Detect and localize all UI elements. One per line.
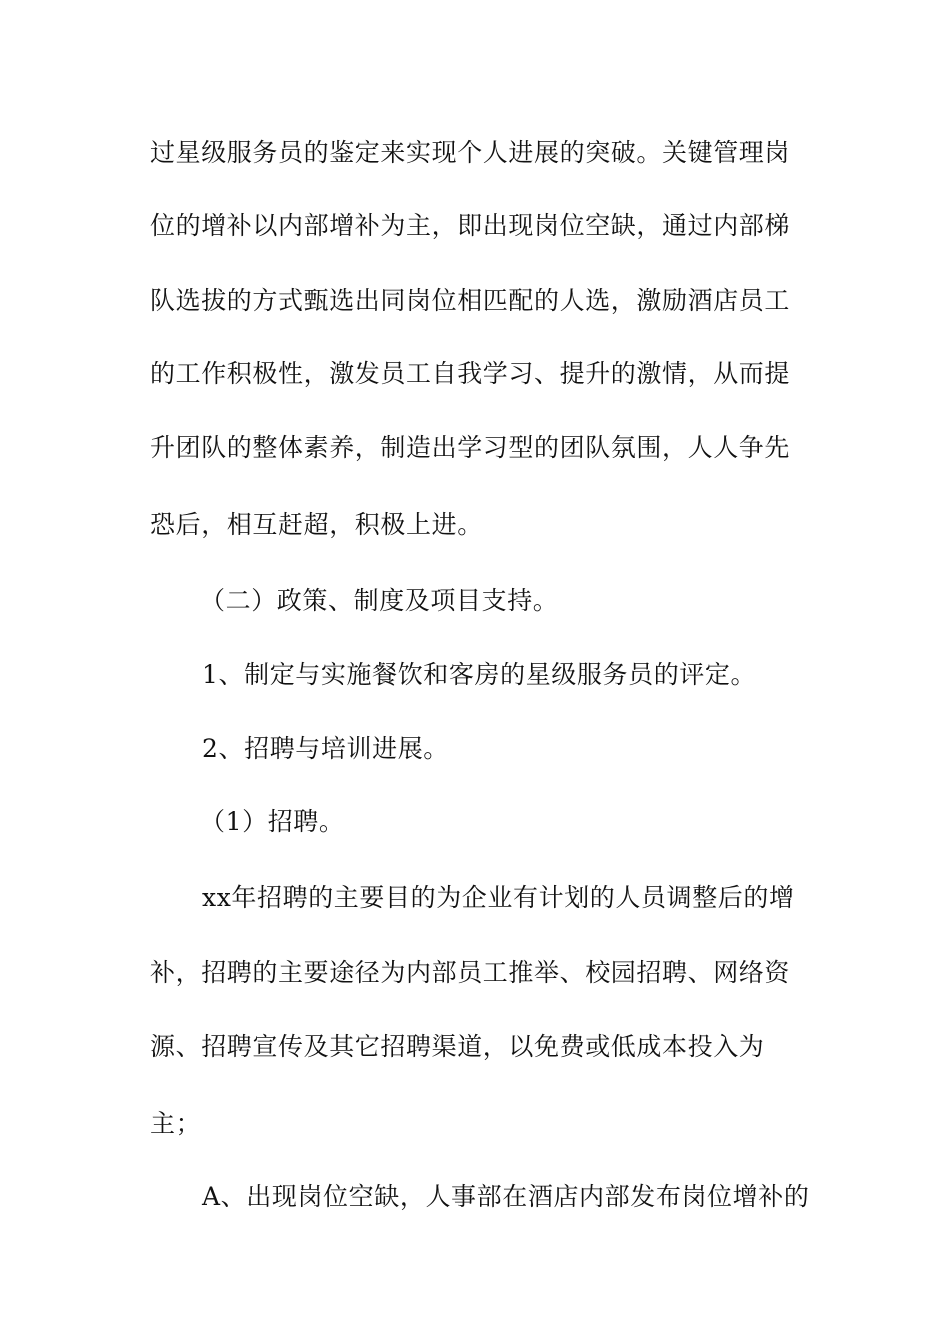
section-heading: （二）政策、制度及项目支持。 — [200, 586, 559, 615]
paragraph-line: 队选拔的方式甄选出同岗位相匹配的人选，激励酒店员工 — [150, 286, 791, 315]
paragraph-line: A、出现岗位空缺，人事部在酒店内部发布岗位增补的 — [202, 1182, 810, 1211]
list-item: 1、制定与实施餐饮和客房的星级服务员的评定。 — [202, 660, 757, 689]
paragraph-line: 主； — [150, 1109, 202, 1138]
paragraph-line: 恐后，相互赶超，积极上进。 — [150, 510, 483, 539]
subsection-heading: （1）招聘。 — [200, 807, 345, 836]
paragraph-line: 位的增补以内部增补为主，即出现岗位空缺，通过内部梯 — [150, 211, 791, 240]
paragraph-line: 的工作积极性，激发员工自我学习、提升的激情，从而提 — [150, 359, 791, 388]
paragraph-line: 源、招聘宣传及其它招聘渠道，以免费或低成本投入为 — [150, 1032, 765, 1061]
paragraph-line: 补，招聘的主要途径为内部员工推举、校园招聘、网络资 — [150, 958, 791, 987]
paragraph-line: xx年招聘的主要目的为企业有计划的人员调整后的增 — [202, 883, 795, 912]
paragraph-line: 升团队的整体素养，制造出学习型的团队氛围，人人争先 — [150, 433, 791, 462]
paragraph-line: 过星级服务员的鉴定来实现个人进展的突破。关键管理岗 — [150, 138, 791, 167]
list-item: 2、招聘与培训进展。 — [202, 734, 449, 763]
